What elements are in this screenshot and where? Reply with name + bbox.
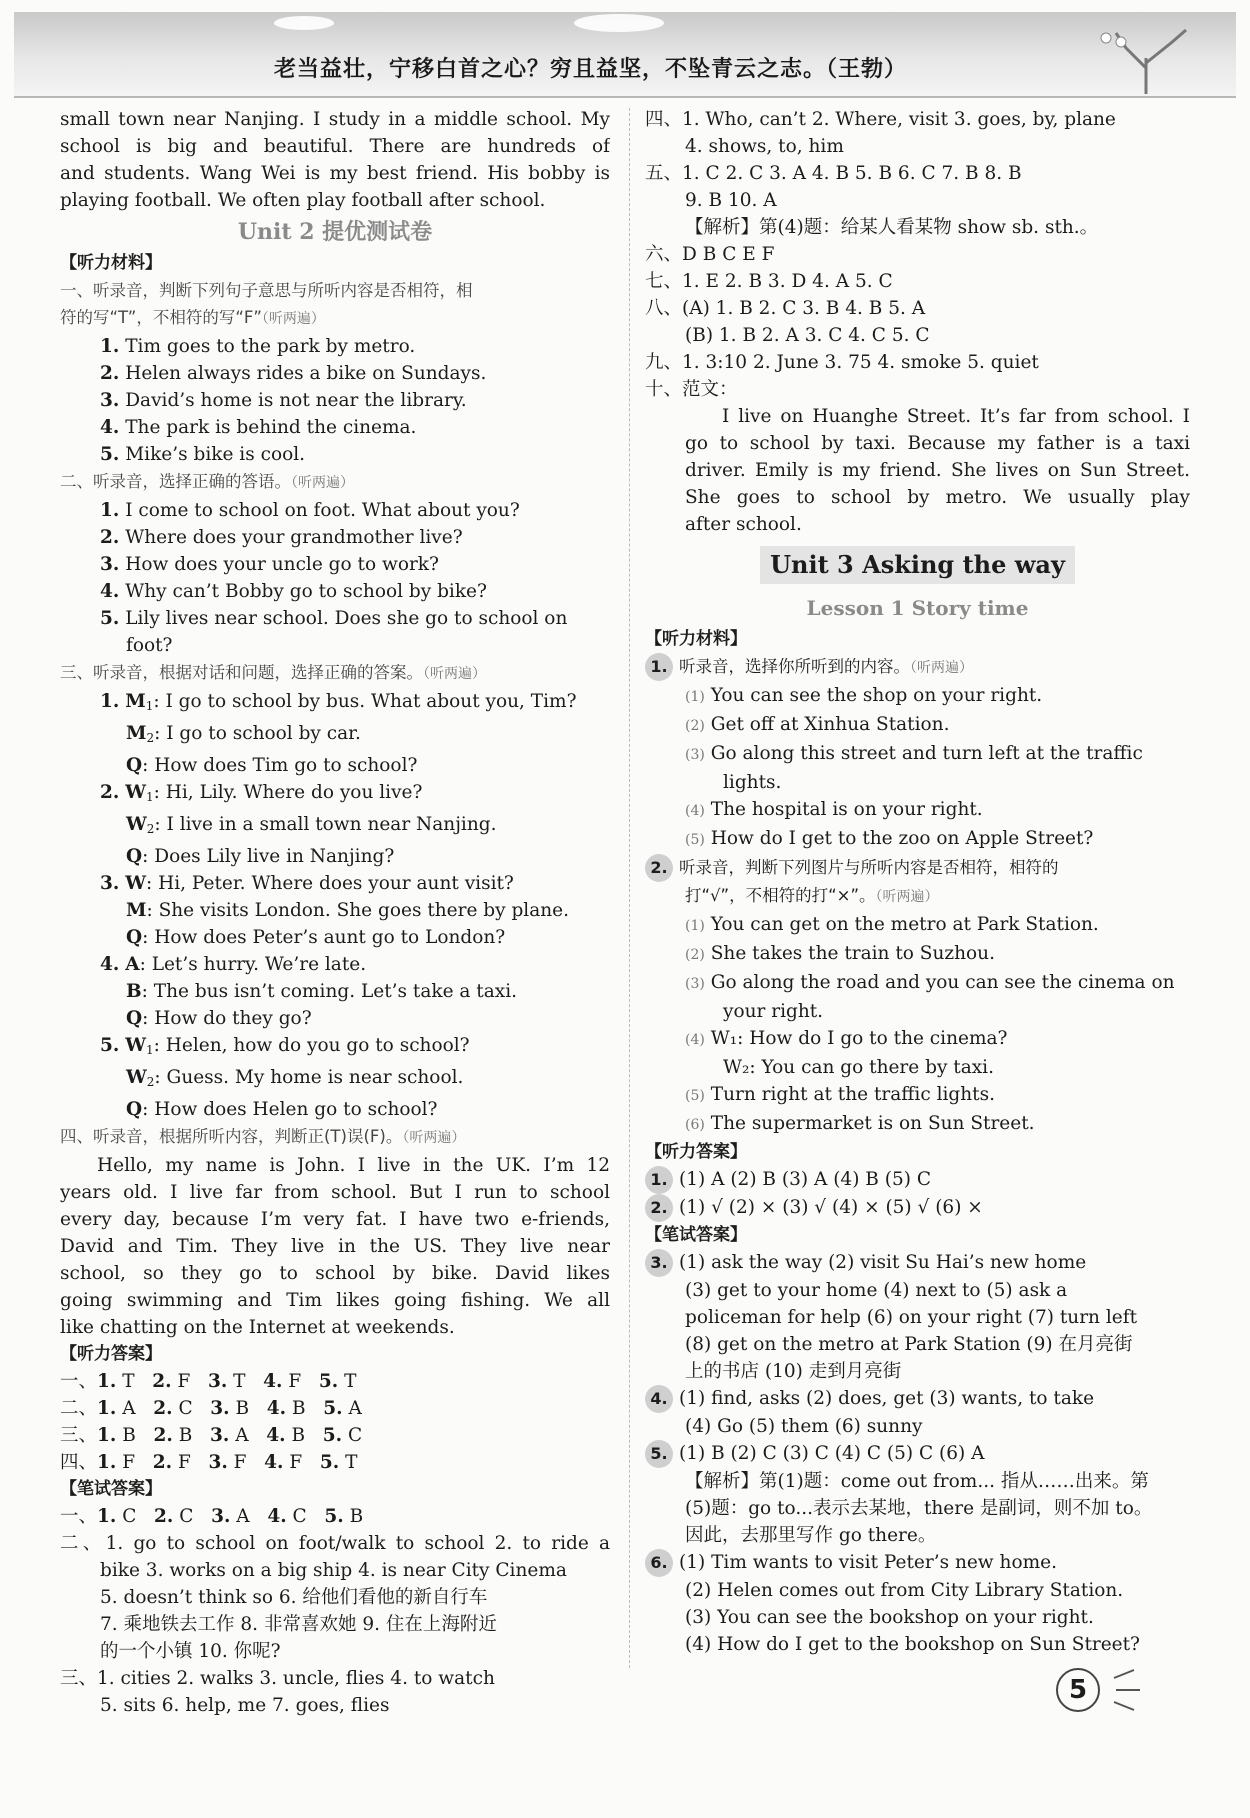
answer-text: (1) Tim wants to visit Peter’s new home.: [679, 1552, 1057, 1573]
cloud-icon: [574, 14, 664, 32]
question-number-badge: 5.: [645, 1440, 673, 1468]
answer-line: (8) get on the metro at Park Station (9) 在月亮街: [685, 1334, 1133, 1355]
answer-value: F: [288, 1371, 302, 1392]
answer-value: T: [345, 1452, 358, 1473]
dialog-line: [60, 951, 610, 978]
q2-items: [645, 911, 1190, 1139]
item-text: W₂: You can go there by taxi.: [723, 1057, 994, 1078]
question-number-badge: 2.: [645, 854, 673, 882]
list-item-cont: foot?: [126, 635, 173, 656]
list-item: [60, 387, 610, 414]
dialog-text: : Does Lily live in Nanjing?: [142, 846, 395, 867]
answer-row: [60, 1395, 610, 1422]
item-number: 4.: [100, 417, 120, 438]
question-2: [645, 854, 1190, 882]
speaker-index: 1: [146, 1043, 154, 1057]
dialog-line: [60, 1032, 610, 1064]
listen-answer-rows: [60, 1368, 610, 1476]
answer-row: [645, 1549, 1190, 1577]
passage-line: going swimming and Tim likes going fishing. We all: [60, 1290, 610, 1311]
item-text: Mike’s bike is cool.: [125, 444, 306, 465]
question-1: [645, 653, 1190, 682]
speaker-index: 1: [145, 699, 154, 713]
listen-twice-note: （听两遍）: [875, 889, 939, 905]
answer-text: (1) √ (2) × (3) √ (4) × (5) √ (6) ×: [679, 1197, 983, 1218]
question-number-badge: 6.: [645, 1549, 673, 1577]
item-text: She takes the train to Suzhou.: [710, 943, 995, 964]
answer-line: (4) Go (5) them (6) sunny: [685, 1416, 923, 1437]
item-number: 5.: [324, 1506, 344, 1527]
dialog-line: [60, 1096, 610, 1123]
speaker: Q: [126, 755, 143, 776]
left-column: [60, 106, 610, 1719]
answer-value: B: [291, 1425, 306, 1446]
item-number: 4.: [267, 1506, 287, 1527]
analysis-note: (5)题：go to...表示去某地，there 是副词，则不加 to。: [685, 1498, 1153, 1519]
answer-line: (4) How do I get to the bookshop on Sun Street?: [685, 1634, 1140, 1655]
answer-line: 7. 乘地铁去工作 8. 非常喜欢她 9. 住在上海附近: [100, 1614, 497, 1635]
analysis-note: 【解析】第(1)题：come out from... 指从……出来。第: [685, 1471, 1149, 1492]
list-item: [60, 414, 610, 441]
answer-key: 四、: [60, 1452, 98, 1473]
listen-twice-note: （听两遍）: [291, 475, 354, 491]
item-text: Why can’t Bobby go to school by bike?: [125, 581, 487, 602]
question-number-badge: 2.: [645, 1194, 673, 1222]
question-number-badge: 4.: [645, 1385, 673, 1413]
listen-twice-note: （听两遍）: [423, 666, 486, 682]
sparkle-icon: [1110, 1668, 1150, 1712]
right-column: [645, 106, 1190, 1658]
analysis-note: 【解析】第(4)题：给某人看某物 show sb. sth.。: [685, 217, 1099, 238]
list-item: [60, 578, 610, 605]
dialog-line: [60, 752, 610, 779]
item-number: 1.: [97, 1371, 117, 1392]
dialog-text: : I go to school by car.: [154, 723, 361, 744]
dialog-text: : I go to school by bus. What about you, Tim?: [153, 691, 577, 712]
dialog-line: [60, 688, 610, 720]
list-item: [645, 1081, 1190, 1110]
item-number: 5.: [100, 608, 120, 629]
dialog-text: : How does Tim go to school?: [142, 755, 418, 776]
answer-line: 七、1. E 2. B 3. D 4. A 5. C: [645, 271, 893, 292]
answer-text: (1) ask the way (2) visit Su Hai’s new home: [679, 1252, 1087, 1273]
answer-value: F: [122, 1452, 136, 1473]
dialog-text: : How do they go?: [142, 1008, 312, 1029]
item-text: How do I get to the zoo on Apple Street?: [710, 828, 1094, 849]
tree-icon: [1076, 18, 1216, 94]
item-number: (4): [685, 803, 705, 819]
listen-material-label: 【听力材料】: [60, 253, 162, 273]
listen-twice-note: （听两遍）: [261, 311, 325, 327]
essay-line: driver. Emily is my friend. She lives on Sun Street.: [685, 460, 1190, 481]
item-text: David’s home is not near the library.: [125, 390, 467, 411]
q1-items: [645, 682, 1190, 854]
answer-value: C: [347, 1425, 363, 1446]
answer-line: 十、范文：: [645, 379, 738, 400]
answer-key: 一、: [60, 1506, 98, 1527]
answer-value: B: [122, 1425, 136, 1446]
speaker: Q: [126, 846, 143, 867]
listen-twice-note: （听两遍）: [910, 660, 973, 676]
answer-line: 4. shows, to, him: [685, 136, 844, 157]
item-text: lights.: [723, 772, 782, 793]
essay-line: after school.: [685, 514, 802, 535]
item-number: 4.: [266, 1425, 286, 1446]
answer-line: 三、1. cities 2. walks 3. uncle, flies 4. to watch: [60, 1668, 495, 1689]
section3-title-text: 三、听录音，根据对话和问题，选择正确的答案。: [60, 663, 423, 682]
item-number: 5.: [100, 444, 120, 465]
list-item: [645, 1054, 1190, 1081]
item-text: The hospital is on your right.: [710, 799, 983, 820]
item-number: (6): [685, 1117, 705, 1133]
cloud-icon: [274, 16, 334, 30]
answer-line: policeman for help (6) on your right (7) turn left: [685, 1307, 1138, 1328]
item-text: Go along this street and turn left at the traffic: [710, 743, 1143, 764]
item-text: How does your uncle go to work?: [125, 554, 439, 575]
item-number: 3.: [207, 1371, 228, 1392]
item-text: The supermarket is on Sun Street.: [710, 1113, 1035, 1134]
answer-value: C: [122, 1506, 137, 1527]
listen-answers-label: 【听力答案】: [60, 1344, 162, 1364]
answer-row: [645, 1440, 1190, 1468]
answer-value: T: [344, 1371, 357, 1392]
answer-text: (1) B (2) C (3) C (4) C (5) C (6) A: [679, 1443, 985, 1464]
item-text: Helen always rides a bike on Sundays.: [125, 363, 487, 384]
answer-value: B: [349, 1506, 364, 1527]
answer-line: bike 3. works on a big ship 4. is near City Cinema: [100, 1560, 567, 1581]
speaker: M: [126, 900, 147, 921]
list-item: [60, 551, 610, 578]
item-text: W₁: How do I go to the cinema?: [710, 1028, 1008, 1049]
item-text: Go along the road and you can see the cinema on: [710, 972, 1175, 993]
item-text: your right.: [723, 1001, 824, 1022]
answer-key: 一、: [60, 1371, 98, 1392]
item-text: Lily lives near school. Does she go to school on: [125, 608, 568, 629]
answer-value: A: [235, 1425, 249, 1446]
speaker: B: [126, 981, 142, 1002]
speaker: M: [125, 691, 146, 712]
question-number-badge: 1.: [645, 1166, 673, 1194]
dialog-line: [60, 924, 610, 951]
dialog-line: [60, 811, 610, 843]
item-number: (3): [685, 976, 705, 992]
dialog-line: [60, 843, 610, 870]
section1-title-2: 符的写“T”，不相符的写“F”: [60, 308, 262, 327]
dialog-text: : Hi, Lily. Where do you live?: [153, 782, 423, 803]
dialog-line: [60, 978, 610, 1005]
answer-line: 5. doesn’t think so 6. 给他们看他的新自行车: [100, 1587, 488, 1608]
item-number: 2.: [152, 1371, 172, 1392]
essay-line: I live on Huanghe Street. It’s far from school. I: [722, 406, 1190, 427]
answer-value: T: [233, 1371, 246, 1392]
answer-row: [645, 1249, 1190, 1277]
item-text: The park is behind the cinema.: [125, 417, 417, 438]
dialog-line: [60, 870, 610, 897]
column-divider: [629, 108, 630, 1668]
list-item: [645, 825, 1190, 854]
essay-line: She goes to school by metro. We usually play: [685, 487, 1190, 508]
item-number: 4.: [264, 1452, 284, 1473]
answer-value: T: [122, 1371, 135, 1392]
essay-line: go to school by taxi. Because my father is a taxi: [685, 433, 1190, 454]
item-text: Turn right at the traffic lights.: [710, 1084, 995, 1105]
section1-title-cont: [60, 304, 610, 333]
dialog-line: [60, 1064, 610, 1096]
speaker-index: 2: [146, 1075, 155, 1089]
item-number: 5.: [323, 1398, 343, 1419]
answer-line: (3) You can see the bookshop on your right.: [685, 1607, 1094, 1628]
answer-value: C: [179, 1506, 194, 1527]
list-item: [645, 1025, 1190, 1054]
unit2-title: Unit 2 提优测试卷: [237, 219, 433, 245]
intro-line: playing football. We often play football after school.: [60, 190, 546, 211]
list-item: [645, 1110, 1190, 1139]
item-number: 4.: [100, 954, 120, 975]
item-number: (3): [685, 747, 705, 763]
item-number: 3.: [211, 1506, 231, 1527]
answer-line: (3) get to your home (4) next to (5) ask a: [685, 1280, 1068, 1301]
answer-row: [60, 1449, 610, 1476]
answer-value: F: [289, 1452, 303, 1473]
item-number: (2): [685, 718, 705, 734]
list-item: [645, 940, 1190, 969]
question-number-badge: 3.: [645, 1249, 673, 1277]
answer-row: [645, 1385, 1190, 1413]
answer-value: B: [292, 1398, 306, 1419]
question-number-badge: 1.: [645, 653, 673, 681]
item-number: 2.: [100, 363, 120, 384]
item-number: 5.: [100, 1035, 120, 1056]
dialog-text: : I live in a small town near Nanjing.: [154, 814, 497, 835]
answer-line: 9. B 10. A: [685, 190, 777, 211]
dialog-text: : She visits London. She goes there by plane.: [146, 900, 569, 921]
analysis-note: 因此，去那里写作 go there。: [685, 1525, 937, 1546]
answer-value: A: [236, 1506, 250, 1527]
item-number: 3.: [100, 873, 120, 894]
answer-text: (1) A (2) B (3) A (4) B (5) C: [679, 1169, 932, 1190]
item-number: 3.: [208, 1452, 228, 1473]
answer-key: 二、: [60, 1398, 98, 1419]
item-text: Tim goes to the park by metro.: [125, 336, 416, 357]
answer-line: 四、1. Who, can’t 2. Where, visit 3. goes, by, plane: [645, 109, 1116, 130]
dialog-line: [60, 897, 610, 924]
item-number: 5.: [318, 1371, 339, 1392]
section2-title: [60, 468, 610, 497]
motto: 老当益壮，宁移白首之心？穷且益坚，不坠青云之志。（王勃）: [274, 57, 908, 82]
item-number: (1): [685, 689, 705, 705]
item-number: 2.: [152, 1452, 173, 1473]
item-number: 2.: [100, 527, 120, 548]
lesson-title: Lesson 1 Story time: [806, 596, 1029, 620]
essay: [645, 403, 1190, 538]
item-number: 1.: [97, 1452, 117, 1473]
answer-value: C: [178, 1398, 193, 1419]
speaker: W: [126, 814, 147, 835]
answer-line: 上的书店 (10) 走到月亮街: [685, 1361, 902, 1382]
dialog-text: : The bus isn’t coming. Let’s take a taxi.: [141, 981, 517, 1002]
passage-line: like chatting on the Internet at weekends.: [60, 1317, 455, 1338]
dialog-text: : How does Peter’s aunt go to London?: [142, 927, 506, 948]
speaker-index: 2: [146, 731, 155, 745]
list-item: [60, 497, 610, 524]
item-number: 1.: [97, 1398, 117, 1419]
section1-title: 一、听录音，判断下列句子意思与所听内容是否相符，相: [60, 281, 473, 300]
answer-row: [60, 1503, 610, 1530]
list-item: [60, 333, 610, 360]
item-text: You can get on the metro at Park Station.: [710, 914, 1099, 935]
header-banner: [14, 12, 1236, 98]
question-title-2: 打“√”，不相符的打“×”。: [685, 886, 876, 905]
answer-line: 八、(A) 1. B 2. C 3. B 4. B 5. A: [645, 298, 926, 319]
dialog-text: : Guess. My home is near school.: [154, 1067, 464, 1088]
speaker: W: [125, 782, 146, 803]
speaker: W: [125, 873, 146, 894]
speaker: Q: [126, 927, 143, 948]
item-number: 3.: [209, 1425, 230, 1446]
speaker: Q: [126, 1008, 143, 1029]
unit3-title: [645, 546, 1190, 584]
speaker: A: [125, 954, 140, 975]
item-text: You can see the shop on your right.: [710, 685, 1043, 706]
list-item: [645, 998, 1190, 1025]
answer-value: A: [348, 1398, 362, 1419]
item-number: 1.: [97, 1425, 117, 1446]
answer-key: 三、: [60, 1425, 98, 1446]
section4-title-text: 四、听录音，根据所听内容，判断正(T)误(F)。: [60, 1127, 403, 1146]
speaker: Q: [126, 1099, 143, 1120]
speaker-index: 2: [146, 822, 155, 836]
answer-value: F: [233, 1452, 247, 1473]
list-item: [60, 605, 610, 632]
item-number: (5): [685, 832, 705, 848]
item-number: 2.: [154, 1506, 174, 1527]
item-number: 2.: [153, 1398, 173, 1419]
item-number: 5.: [322, 1425, 343, 1446]
answer-line: 二、1. go to school on foot/walk to school 2. to ride a: [60, 1533, 610, 1554]
list-item: [645, 769, 1190, 796]
section4-title: [60, 1123, 610, 1152]
list-item: [645, 682, 1190, 711]
item-number: 3.: [100, 554, 120, 575]
unit3-title-text: Unit 3 Asking the way: [760, 546, 1075, 584]
dialog-text: : Let’s hurry. We’re late.: [139, 954, 367, 975]
item-number: 1.: [97, 1506, 117, 1527]
intro-line: small town near Nanjing. I study in a middle school. My: [60, 109, 610, 130]
question-title-cont: [645, 882, 1190, 911]
answer-line: 5. sits 6. help, me 7. goes, flies: [100, 1695, 390, 1716]
answer-row: [645, 1194, 1190, 1222]
section3-title: [60, 659, 610, 688]
listen-material-label: 【听力材料】: [645, 629, 747, 649]
item-number: (1): [685, 918, 705, 934]
speaker: W: [126, 1067, 147, 1088]
answer-row: [60, 1422, 610, 1449]
passage-line: years old. I live far from school. But I run to school: [60, 1182, 610, 1203]
page-number: 5: [1056, 1668, 1100, 1712]
speaker: M: [126, 723, 147, 744]
question-title: 听录音，判断下列图片与所听内容是否相符，相符的: [679, 858, 1059, 877]
answer-value: A: [122, 1398, 136, 1419]
dialog-text: : Hi, Peter. Where does your aunt visit?: [146, 873, 514, 894]
item-text: I come to school on foot. What about you?: [125, 500, 520, 521]
answer-value: C: [292, 1506, 307, 1527]
item-number: 3.: [210, 1398, 230, 1419]
passage-line: school, so they go to school by bike. David likes: [60, 1263, 610, 1284]
passage-line: David and Tim. They live in the US. They live near: [60, 1236, 610, 1257]
dialog-text: : How does Helen go to school?: [142, 1099, 438, 1120]
list-item: [645, 969, 1190, 998]
passage-line: Hello, my name is John. I live in the UK. I’m 12: [97, 1155, 610, 1176]
item-text: Get off at Xinhua Station.: [710, 714, 950, 735]
dialog-text: : Helen, how do you go to school?: [153, 1035, 470, 1056]
item-number: 3.: [100, 390, 120, 411]
answer-line: 五、1. C 2. C 3. A 4. B 5. B 6. C 7. B 8. B: [645, 163, 1022, 184]
answer-line: 六、D B C E F: [645, 244, 775, 265]
list-item: [60, 441, 610, 468]
answer-value: B: [235, 1398, 250, 1419]
answer-line: 九、1. 3:10 2. June 3. 75 4. smoke 5. quiet: [645, 352, 1039, 373]
written-answers-label: 【笔试答案】: [60, 1479, 162, 1499]
item-number: 5.: [319, 1452, 340, 1473]
answer-value: B: [178, 1425, 193, 1446]
list-item: [645, 740, 1190, 769]
item-number: 4.: [266, 1398, 287, 1419]
listen-answers-label: 【听力答案】: [645, 1142, 747, 1162]
answer-row: [645, 1166, 1190, 1194]
answer-row: [60, 1368, 610, 1395]
item-number: 1.: [100, 691, 120, 712]
dialog-line: [60, 720, 610, 752]
intro-line: and students. Wang Wei is my best friend. His bobby is: [60, 163, 610, 184]
item-number: 1.: [100, 500, 120, 521]
item-number: 2.: [100, 782, 120, 803]
passage-line: every day, because I’m very fat. I have two e-friends,: [60, 1209, 610, 1230]
written-answers-label: 【笔试答案】: [645, 1225, 747, 1245]
list-item: [645, 911, 1190, 940]
list-item: [60, 360, 610, 387]
dialog-line: [60, 779, 610, 811]
speaker-index: 1: [146, 790, 154, 804]
item-number: 4.: [100, 581, 120, 602]
answer-line: (2) Helen comes out from City Library Station.: [685, 1580, 1124, 1601]
answer-line: 的一个小镇 10. 你呢?: [100, 1641, 281, 1662]
answer-value: F: [177, 1452, 191, 1473]
item-number: 1.: [100, 336, 120, 357]
item-number: 2.: [153, 1425, 173, 1446]
written-answer-row: [60, 1503, 610, 1530]
item-number: (5): [685, 1088, 705, 1104]
section2-title-text: 二、听录音，选择正确的答语。: [60, 472, 291, 491]
answer-value: F: [177, 1371, 191, 1392]
list-item: [645, 711, 1190, 740]
answer-line: (B) 1. B 2. A 3. C 4. C 5. C: [685, 325, 930, 346]
dialog-line: [60, 1005, 610, 1032]
intro-line: school is big and beautiful. There are hundreds of: [60, 136, 610, 157]
listen-twice-note: （听两遍）: [402, 1130, 466, 1146]
dialog-list: [60, 688, 610, 1123]
question-title: 听录音，选择你所听到的内容。: [679, 657, 910, 676]
answer-text: (1) find, asks (2) does, get (3) wants, to take: [679, 1388, 1095, 1409]
list-item: [645, 796, 1190, 825]
item-text: Where does your grandmother live?: [125, 527, 463, 548]
item-number: (4): [685, 1032, 705, 1048]
list-item: [60, 524, 610, 551]
speaker: W: [125, 1035, 146, 1056]
item-number: 4.: [263, 1371, 283, 1392]
item-number: (2): [685, 947, 705, 963]
